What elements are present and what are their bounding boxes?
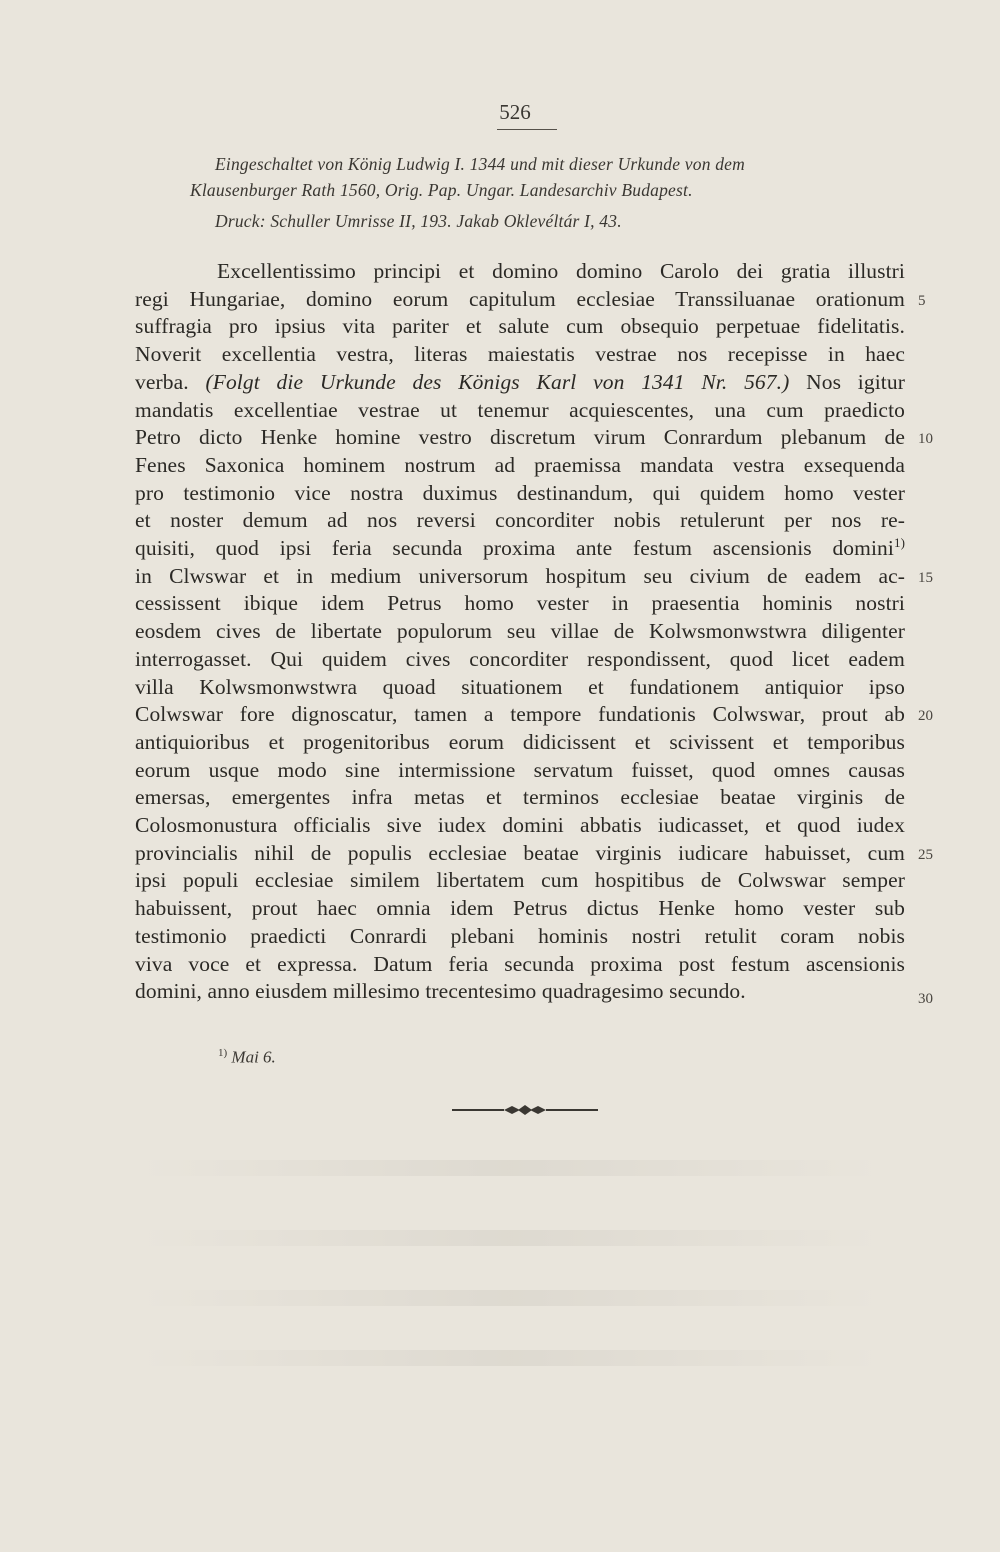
body-line: Noverit excellentia vestra, literas maiestatis vestrae nos recepisse in haec: [135, 342, 905, 367]
body-line: eosdem cives de libertate populorum seu villae de Kolwsmonwstwra diligenter: [135, 619, 905, 644]
page-number: 526: [499, 100, 531, 124]
body-line: villa Kolwsmonwstwra quoad situationem et fundationem antiquior ipso: [135, 674, 905, 699]
margin-line-number: 10: [918, 431, 933, 448]
body-line: pro testimonio vice nostra duximus destinandum, qui quidem homo vester: [135, 480, 905, 505]
body-line: domini, anno eiusdem millesimo trecentesimo quadragesimo secundo.: [135, 979, 746, 1004]
page-number-rule: [497, 129, 557, 130]
body-line: et noster demum ad nos reversi concorditer nobis retulerunt per nos re-: [135, 508, 905, 533]
bleed-through-shadow: [140, 1350, 880, 1366]
body-line: provincialis nihil de populis ecclesiae beatae virginis iudicare habuisset, cum: [135, 840, 905, 865]
body-line: habuissent, prout haec omnia idem Petrus dictus Henke homo vester sub: [135, 896, 905, 921]
body-line: mandatis excellentiae vestrae ut tenemur acquiescentes, una cum praedicto: [135, 397, 905, 422]
body-line: cessissent ibique idem Petrus homo vester in praesentia hominis nostri: [135, 591, 905, 616]
body-line: emersas, emergentes infra metas et terminos ecclesiae beatae virginis de: [135, 785, 905, 810]
body-line: Colwswar fore dignoscatur, tamen a tempore fundationis Colwswar, prout ab: [135, 702, 905, 727]
footnote-marker: 1): [218, 1047, 228, 1059]
body-line: Fenes Saxonica hominem nostrum ad praemissa mandata vestra exsequenda: [135, 452, 905, 477]
header-note-line-3: Druck: Schuller Umrisse II, 193. Jakab Oklevéltár I, 43.: [215, 211, 622, 231]
header-note-line-2: Klausenburger Rath 1560, Orig. Pap. Ungar. Landesarchiv Budapest.: [190, 180, 693, 200]
section-end-ornament: [452, 1100, 598, 1120]
margin-line-number: 30: [918, 991, 933, 1008]
bleed-through-shadow: [140, 1290, 880, 1306]
margin-line-number: 20: [918, 708, 933, 725]
body-line: Colosmonustura officialis sive iudex domini abbatis iudicasset, et quod iudex: [135, 813, 905, 837]
body-line: interrogasset. Qui quidem cives concorditer respondissent, quod licet eadem: [135, 646, 905, 671]
margin-line-number: 15: [918, 569, 933, 586]
margin-line-number: 25: [918, 846, 933, 863]
body-line: Excellentissimo principi et domino domino Carolo dei gratia illustri: [217, 259, 905, 283]
margin-line-number: 5: [918, 292, 926, 309]
body-line: verba. (Folgt die Urkunde des Königs Karl von 1341 Nr. 567.) Nos igitur: [135, 369, 905, 394]
bleed-through-shadow: [140, 1230, 880, 1246]
body-line: testimonio praedicti Conrardi plebani hominis nostri retulit coram nobis: [135, 923, 905, 948]
body-line: viva voce et expressa. Datum feria secunda proxima post festum ascensionis: [135, 951, 905, 976]
body-line: Petro dicto Henke homine vestro discretum virum Conrardum plebanum de: [135, 425, 905, 450]
body-line: quisiti, quod ipsi feria secunda proxima ante festum ascensionis domini$^{1)}$: [135, 534, 905, 560]
bleed-through-shadow: [140, 1160, 880, 1176]
footnote-reference: 1): [893, 534, 905, 550]
body-line: ipsi populi ecclesiae similem libertatem cum hospitibus de Colwswar semper: [135, 868, 905, 893]
body-line: regi Hungariae, domino eorum capitulum ecclesiae Transsiluanae orationum: [135, 286, 905, 311]
body-line: in Clwswar et in medium universorum hospitum seu civium de eadem ac-: [135, 563, 905, 588]
body-line: eorum usque modo sine intermissione servatum fuisset, quod omnes causas: [135, 757, 905, 782]
body-line: antiquioribus et progenitoribus eorum didicissent et scivissent et temporibus: [135, 729, 905, 754]
footnote-text: Mai 6.: [231, 1047, 276, 1067]
header-note-line-1: Eingeschaltet von König Ludwig I. 1344 und mit dieser Urkunde von dem: [215, 154, 745, 174]
body-line: suffragia pro ipsius vita pariter et salute cum obsequio perpetuae fidelitatis.: [135, 314, 905, 339]
footnote: [218, 1047, 276, 1068]
editorial-remark: (Folgt die Urkunde des Königs Karl von 1341 Nr. 567.): [205, 369, 790, 394]
